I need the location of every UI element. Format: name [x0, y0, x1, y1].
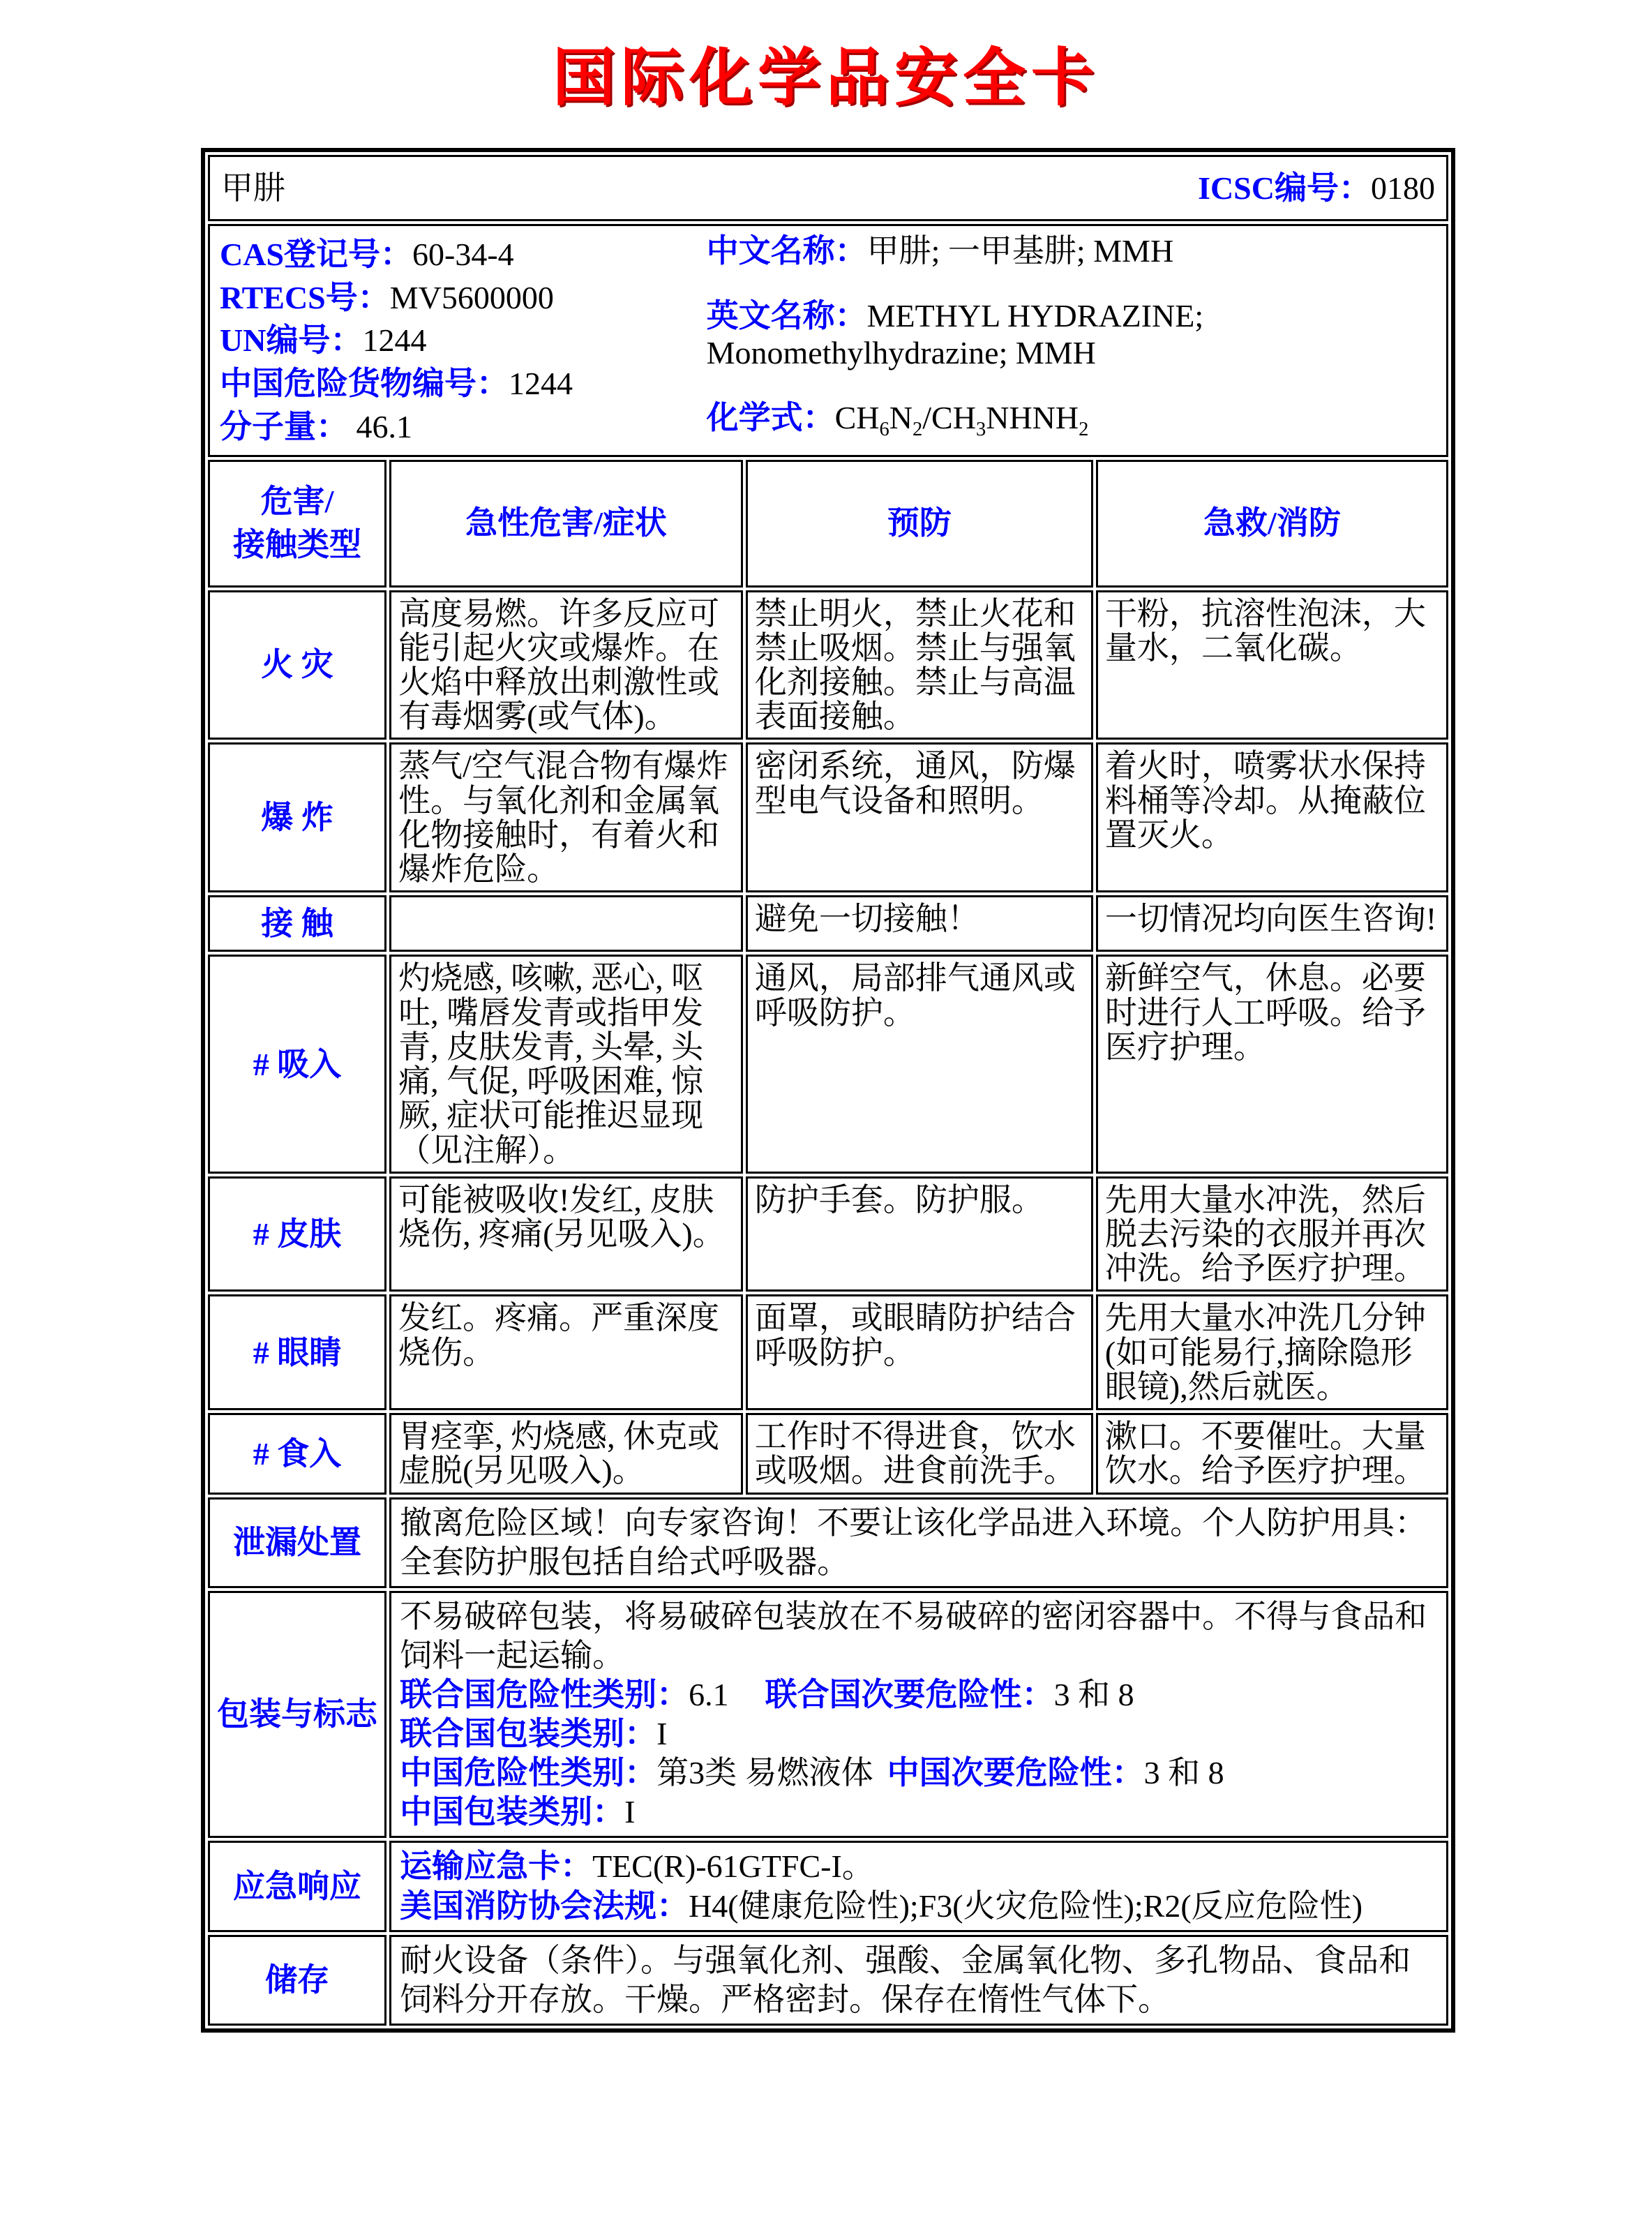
info-row [208, 224, 1448, 457]
cn-class-value: 第3类 易燃液体 [656, 1755, 873, 1791]
un-value: 1244 [362, 322, 427, 359]
prevention-cell: 避免一切接触！ [746, 895, 1093, 952]
packaging-cn-pack-line [400, 1793, 1438, 1832]
firefighting-cell: 漱口。不要催吐。大量饮水。给予医疗护理。 [1096, 1413, 1448, 1494]
identifier-rtecs [220, 276, 707, 320]
formula-value: $CH_6N_2/CH_3NHNH_2$ [834, 399, 1089, 441]
table-row-explosion [208, 742, 1448, 892]
firefighting-cell: 着火时，喷雾状水保持料桶等冷却。从掩蔽位置灭火。 [1096, 742, 1448, 892]
nfpa-label: 美国消防协会法规： [400, 1887, 689, 1924]
firefighting-cell: 先用大量水冲洗，然后脱去污染的衣服并再次冲洗。给予医疗护理。 [1096, 1176, 1448, 1292]
hazard-type-cell: # 皮肤 [208, 1176, 386, 1292]
page-title: 国际化学品安全卡 [553, 44, 1099, 113]
formula-line [706, 399, 1436, 441]
symptoms-cell: 灼烧感, 咳嗽, 恶心, 呕吐, 嘴唇发青或指甲发青, 皮肤发青, 头晕, 头痛, 气促, 呼吸困难, 惊厥, 症状可能推迟显现（见注解）。 [389, 955, 743, 1173]
symptoms-cell: 发红。疼痛。严重深度烧伤。 [389, 1294, 743, 1410]
prevention-cell: 禁止明火，禁止火花和禁止吸烟。禁止与强氧化剂接触。禁止与高温表面接触。 [746, 590, 1093, 740]
table-row-inhalation [208, 955, 1448, 1173]
un-pack-value: I [656, 1716, 668, 1752]
table-row-storage [208, 1935, 1448, 2026]
spill-label-cell: 泄漏处置 [208, 1497, 386, 1588]
english-name-label: 英文名称： [706, 298, 867, 334]
firefighting-cell: 一切情况均向医生咨询! [1096, 895, 1448, 952]
hazard-type-cell: 接 触 [208, 895, 386, 952]
hazard-type-cell: 火 灾 [208, 590, 386, 740]
un-class-label: 联合国危险性类别： [400, 1676, 689, 1712]
hazard-type-cell: # 食入 [208, 1413, 386, 1494]
symptoms-cell: 可能被吸收!发红, 皮肤烧伤, 疼痛(另见吸入)。 [389, 1176, 743, 1292]
chinese-name-label: 中文名称： [706, 233, 867, 269]
nfpa-value: H4(健康危险性);F3(火灾危险性);R2(反应危险性) [689, 1887, 1363, 1924]
chinese-name-line [707, 233, 1436, 270]
un-label: UN编号： [220, 322, 363, 359]
un-subrisk-label: 联合国次要危险性： [765, 1676, 1054, 1712]
cn-pack-label: 中国包装类别： [400, 1794, 625, 1830]
identifier-list [220, 233, 707, 448]
un-class-value: 6.1 [689, 1676, 729, 1712]
emergency-tec-line [400, 1847, 1438, 1886]
chinese-name-value: 甲肼; 一甲基肼; MMH [866, 233, 1174, 269]
icsc-table [201, 148, 1455, 2033]
cn-pack-value: I [624, 1794, 636, 1830]
symptoms-cell: 蒸气/空气混合物有爆炸性。与氧化剂和金属氧化物接触时，有着火和爆炸危险。 [389, 742, 743, 892]
packaging-label-cell: 包装与标志 [208, 1591, 386, 1839]
table-row-packaging [208, 1591, 1448, 1839]
emergency-content-cell [389, 1841, 1448, 1931]
un-subrisk-value: 3 和 8 [1053, 1676, 1134, 1712]
table-row-ingestion [208, 1413, 1448, 1494]
tec-value: TEC(R)-61GTFC-I。 [592, 1848, 874, 1885]
prevention-cell: 工作时不得进食，饮水或吸烟。进食前洗手。 [746, 1413, 1093, 1494]
english-name-value-1: METHYL HYDRAZINE; [866, 298, 1204, 334]
identifier-molweight [220, 405, 707, 449]
cas-value: 60-34-4 [412, 237, 514, 273]
storage-content-cell: 耐火设备（条件）。与强氧化剂、强酸、金属氧化物、多孔物品、食品和饲料分开存放。干燥。严格密封。保存在惰性气体下。 [389, 1935, 1448, 2026]
info-cell [208, 224, 1448, 457]
column-header-firefighting: 急救/消防 [1096, 460, 1448, 587]
table-row-eyes [208, 1294, 1448, 1410]
substance-name: 甲肼 [221, 170, 285, 206]
icsc-number-value: 0180 [1371, 170, 1435, 206]
english-name-value-2: Monomethylhydrazine; MMH [706, 335, 1096, 371]
identifier-china-dg [220, 362, 707, 405]
table-row-exposure [208, 895, 1448, 952]
cas-label: CAS登记号： [220, 237, 413, 273]
tec-label: 运输应急卡： [400, 1848, 593, 1885]
hazard-type-cell: # 眼睛 [208, 1294, 386, 1410]
table-row-fire [208, 590, 1448, 740]
table-row-emergency [208, 1841, 1448, 1931]
packaging-intro: 不易破碎包装，将易破碎包装放在不易破碎的密闭容器中。不得与食品和饲料一起运输。 [400, 1598, 1427, 1673]
identifier-un [220, 319, 707, 362]
molweight-value: 46.1 [348, 408, 412, 444]
packaging-content-cell [389, 1591, 1448, 1839]
cn-subrisk-label: 中国次要危险性： [887, 1755, 1144, 1791]
column-header-prevention: 预防 [746, 460, 1093, 587]
china-dg-label: 中国危险货物编号： [220, 366, 509, 402]
emergency-nfpa-line [400, 1887, 1438, 1926]
titlebar-row [208, 155, 1448, 221]
table-row-skin [208, 1176, 1448, 1292]
prevention-cell: 密闭系统，通风，防爆型电气设备和照明。 [746, 742, 1093, 892]
packaging-un-class-line [400, 1675, 1438, 1714]
prevention-cell: 通风，局部排气通风或呼吸防护。 [746, 955, 1093, 1173]
rtecs-value: MV5600000 [389, 279, 554, 315]
identifier-cas [220, 233, 707, 276]
column-header-symptoms: 急性危害/症状 [389, 460, 743, 587]
english-name-line-2 [707, 335, 1436, 372]
cn-class-label: 中国危险性类别： [400, 1755, 657, 1791]
symptoms-cell [389, 895, 743, 952]
prevention-cell: 面罩，或眼睛防护结合呼吸防护。 [746, 1294, 1093, 1410]
icsc-number [1198, 171, 1435, 205]
cn-subrisk-value: 3 和 8 [1143, 1755, 1224, 1791]
column-header-hazard-type: 危害/接触类型 [208, 460, 386, 587]
hazard-type-cell: # 吸入 [208, 955, 386, 1173]
china-dg-value: 1244 [509, 366, 573, 402]
emergency-label-cell: 应急响应 [208, 1841, 386, 1931]
formula-label: 化学式： [706, 399, 835, 435]
english-name-line [707, 298, 1436, 335]
hazard-type-cell: 爆 炸 [208, 742, 386, 892]
icsc-number-label: ICSC编号： [1198, 170, 1371, 206]
firefighting-cell: 先用大量水冲洗几分钟(如可能易行,摘除隐形眼镜),然后就医。 [1096, 1294, 1448, 1410]
firefighting-cell: 干粉，抗溶性泡沫，大量水，二氧化碳。 [1096, 590, 1448, 740]
symptoms-cell: 高度易燃。许多反应可能引起火灾或爆炸。在火焰中释放出刺激性或有毒烟雾(或气体)。 [389, 590, 743, 740]
names-block [707, 233, 1436, 448]
packaging-cn-class-line [400, 1753, 1438, 1793]
molweight-label: 分子量： [220, 408, 348, 444]
spill-content-cell: 撤离危险区域！向专家咨询！不要让该化学品进入环境。个人防护用具：全套防护服包括自给式呼吸器。 [389, 1497, 1448, 1588]
prevention-cell: 防护手套。防护服。 [746, 1176, 1093, 1292]
titlebar-cell [208, 155, 1448, 221]
table-row-spill [208, 1497, 1448, 1588]
packaging-un-pack-line [400, 1714, 1438, 1753]
firefighting-cell: 新鲜空气，休息。必要时进行人工呼吸。给予医疗护理。 [1096, 955, 1448, 1173]
rtecs-label: RTECS号： [220, 279, 390, 315]
un-pack-label: 联合国包装类别： [400, 1716, 657, 1752]
symptoms-cell: 胃痉挛, 灼烧感, 休克或虚脱(另见吸入)。 [389, 1413, 743, 1494]
column-header-row [208, 460, 1448, 587]
storage-label-cell: 储存 [208, 1935, 386, 2026]
